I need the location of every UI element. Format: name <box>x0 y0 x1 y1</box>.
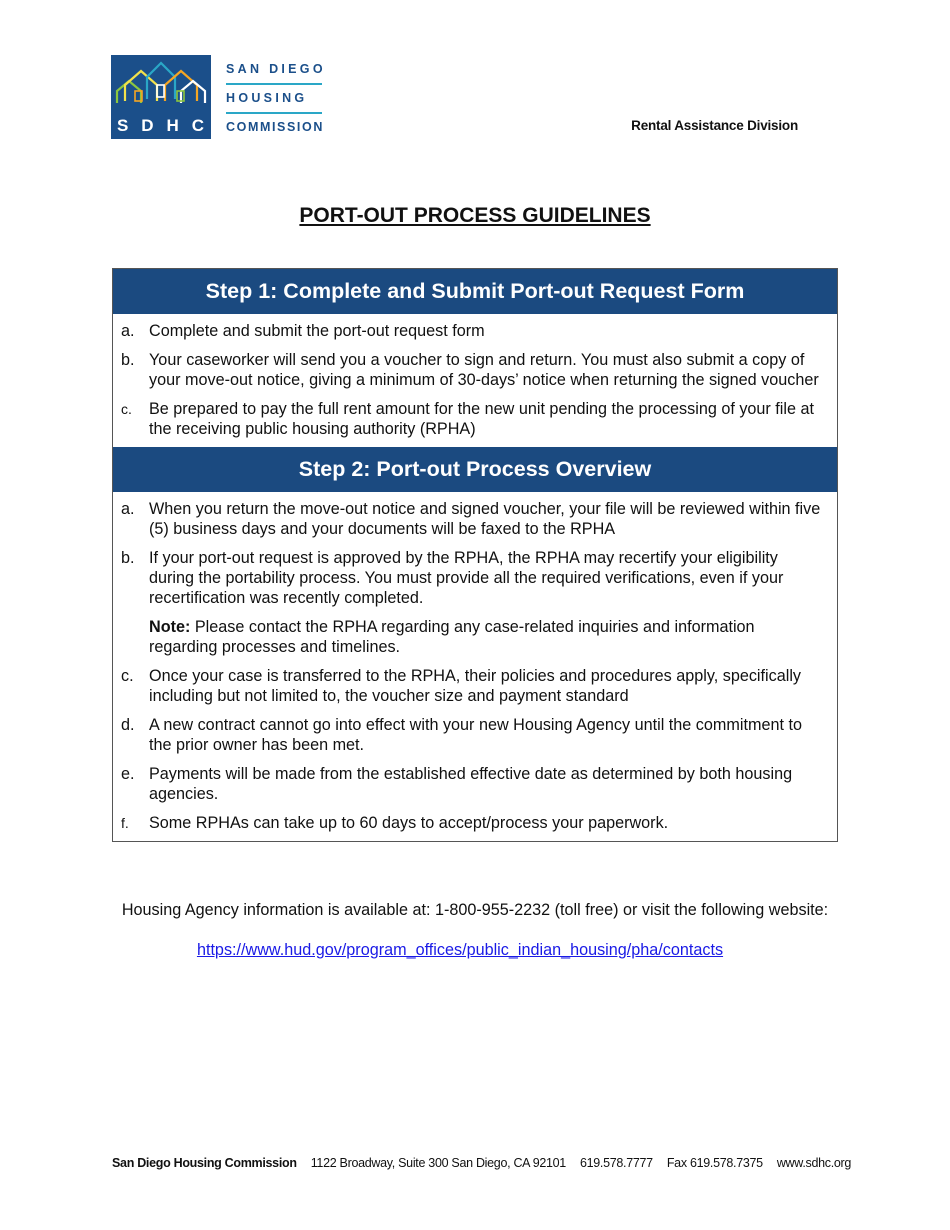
logo-mark <box>111 55 211 139</box>
list-item <box>121 666 827 706</box>
item-letter: d. <box>121 716 135 734</box>
item-letter: a. <box>121 500 135 518</box>
list-item <box>121 321 827 341</box>
note-text: Please contact the RPHA regarding any case-related inquiries and information regarding processes and timelines. <box>149 618 755 656</box>
logo-divider <box>226 83 322 85</box>
logo-word-san-diego: SAN DIEGO <box>226 62 326 76</box>
item-letter: a. <box>121 322 135 340</box>
logo-letter: H <box>166 116 180 135</box>
item-text: Your caseworker will send you a voucher to sign and return. You must also submit a copy of your move-out notice, giving a minimum of 30-days’ notice when returning the signed voucher <box>149 351 819 389</box>
sdhc-logo <box>111 55 331 141</box>
step-2-heading: Step 2: Port-out Process Overview <box>113 447 837 492</box>
footer-address: 1122 Broadway, Suite 300 San Diego, CA 92101 <box>310 1156 566 1170</box>
logo-divider <box>226 112 322 114</box>
item-letter: b. <box>121 549 135 567</box>
contact-link-wrapper <box>0 941 950 960</box>
steps-table <box>112 268 838 842</box>
footer-fax: Fax 619.578.7375 <box>666 1156 763 1170</box>
houses-icon <box>111 55 211 115</box>
hud-contacts-link[interactable]: https://www.hud.gov/program_offices/public_indian_housing/pha/contacts <box>196 941 724 959</box>
logo-letters <box>111 116 211 136</box>
step-1-heading: Step 1: Complete and Submit Port-out Request Form <box>113 269 837 314</box>
item-letter: f. <box>121 815 129 831</box>
logo-letter: C <box>191 116 206 135</box>
item-text: Be prepared to pay the full rent amount for the new unit pending the processing of your file at the receiving public housing authority (RPHA) <box>149 400 814 438</box>
logo-word-commission: COMMISSION <box>226 120 324 134</box>
list-item <box>121 764 827 804</box>
note <box>149 617 827 657</box>
step-1-list <box>113 314 837 447</box>
item-text: Complete and submit the port-out request form <box>149 322 485 340</box>
item-text: Some RPHAs can take up to 60 days to accept/process your paperwork. <box>149 814 669 832</box>
item-text: If your port-out request is approved by the RPHA, the RPHA may recertify your eligibility during the portability process. You must provide all the required verifications, even if your recertification was recently completed. <box>149 549 784 607</box>
footer-phone: 619.578.7777 <box>579 1156 653 1170</box>
document-title: PORT-OUT PROCESS GUIDELINES <box>299 204 651 227</box>
list-item <box>121 499 827 539</box>
item-text: Payments will be made from the established effective date as determined by both housing agencies. <box>149 765 793 803</box>
list-item <box>121 715 827 755</box>
item-letter: e. <box>121 765 135 783</box>
list-item <box>121 350 827 390</box>
footer <box>112 1156 852 1170</box>
list-item <box>121 399 827 439</box>
division-label: Rental Assistance Division <box>631 118 798 133</box>
footer-org: San Diego Housing Commission <box>112 1156 297 1170</box>
logo-letter: S <box>116 116 130 135</box>
list-item <box>121 548 827 657</box>
logo-letter: D <box>141 116 155 135</box>
logo-word-housing: HOUSING <box>226 91 308 105</box>
list-item <box>121 813 827 833</box>
contact-info: Housing Agency information is available at: 1-800-955-2232 (toll free) or visit the following website: <box>121 901 829 919</box>
item-text: A new contract cannot go into effect with your new Housing Agency until the commitment to the prior owner has been met. <box>149 716 802 754</box>
item-text: Once your case is transferred to the RPHA, their policies and procedures apply, specifically including but not limited to, the voucher size and payment standard <box>149 667 802 705</box>
item-letter: c. <box>121 667 134 685</box>
item-text: When you return the move-out notice and signed voucher, your file will be reviewed within five (5) business days and your documents will be faxed to the RPHA <box>149 500 821 538</box>
footer-website: www.sdhc.org <box>776 1156 852 1170</box>
item-letter: b. <box>121 351 135 369</box>
item-content <box>149 548 827 657</box>
step-2-list <box>113 492 837 841</box>
note-label: Note: <box>149 618 191 636</box>
item-letter: c. <box>121 401 132 417</box>
